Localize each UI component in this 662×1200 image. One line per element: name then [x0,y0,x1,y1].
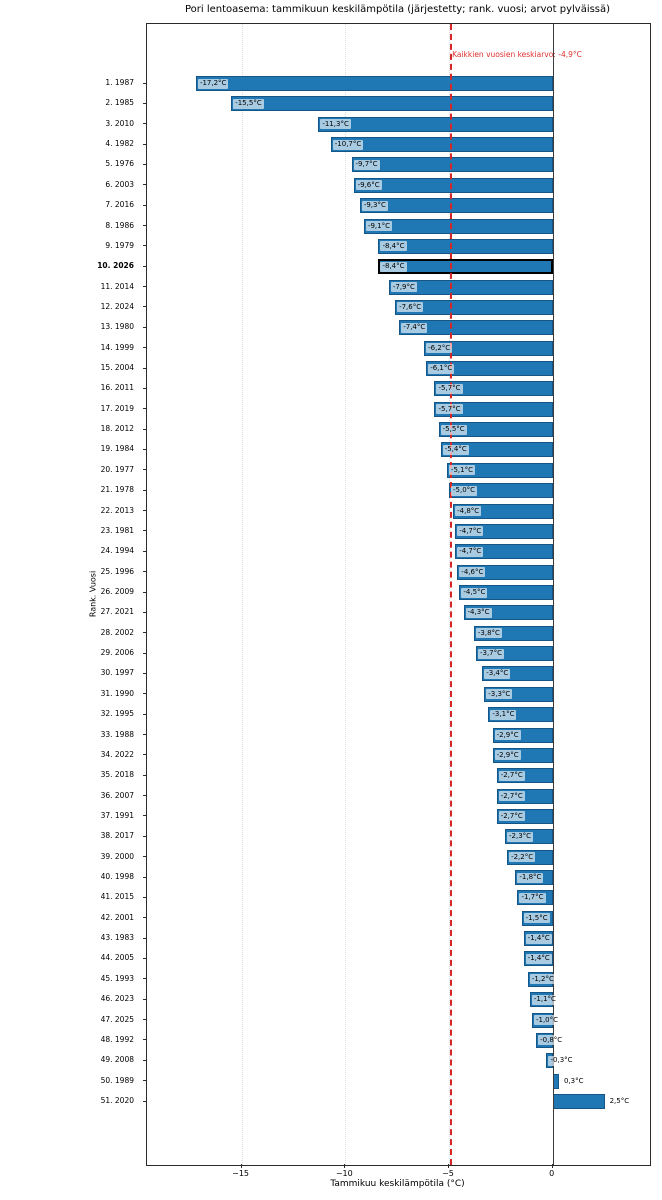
bar-value-label: -4,7°C [459,526,482,535]
bar-value-label: -4,5°C [463,588,486,596]
bar-value-label: -4,6°C [461,567,484,576]
bar-value-label: -1,0°C [535,1015,559,1024]
y-tick-mark [143,999,147,1000]
bar-value-label: -17,2°C [199,79,227,87]
bar-value-label: -3,4°C [486,669,509,678]
bar-value-label: -2,7°C [500,771,523,780]
y-tick-label: 30. 1997 [100,668,134,678]
bar-value-label: -10,7°C [334,140,362,149]
bar-value-label: -1,8°C [519,873,542,882]
bar-value-label: -3,7°C [479,649,503,658]
y-tick-mark [143,327,147,328]
y-tick-label: 3. 2010 [105,118,134,128]
bar-value-label: -8,4°C [382,262,405,271]
y-tick-mark [143,734,147,735]
y-tick-label: 5. 1976 [105,159,134,169]
y-tick-label: 37. 1991 [100,810,134,820]
bar-value-label: -4,8°C [457,506,480,515]
y-tick-label: 41. 2015 [100,892,134,902]
y-tick-mark [143,205,147,206]
y-tick-label: 28. 2002 [100,627,134,637]
y-tick-label: 39. 2000 [100,851,134,861]
y-tick-mark [143,938,147,939]
y-tick-mark [143,917,147,918]
bar [553,1094,605,1109]
y-tick-mark [143,897,147,898]
y-tick-mark [143,612,147,613]
bar-value-label: -15,5°C [235,99,262,108]
y-tick-label: 47. 2025 [100,1014,134,1024]
y-tick-label: 17. 2019 [100,403,134,413]
y-tick-mark [143,144,147,145]
y-tick-label: 2. 1985 [105,98,134,108]
bar-value-label: -2,7°C [500,791,523,800]
gridline [345,24,346,1165]
y-tick-mark [143,449,147,450]
bar-value-label: -5,0°C [453,486,476,495]
bar [364,219,553,234]
y-tick-mark [143,571,147,572]
y-axis-label: Rank. Vuosi [88,570,98,618]
y-tick-mark [143,184,147,185]
bar-value-label: -5,4°C [444,445,467,454]
y-tick-mark [143,958,147,959]
bar-value-label: -1,4°C [527,954,550,963]
y-tick-mark [143,245,147,246]
y-tick-mark [143,103,147,104]
y-tick-mark [143,530,147,531]
bar-value-label: -5,7°C [438,384,461,393]
y-tick-label: 40. 1998 [100,872,134,882]
y-tick-label: 20. 1977 [100,464,134,474]
bar [354,178,553,193]
y-tick-mark [143,490,147,491]
y-tick-label: 33. 1988 [100,729,134,739]
bar-value-label: -3,8°C [477,628,500,637]
y-tick-label: 24. 1994 [100,546,134,556]
chart-title: Pori lentoasema: tammikuun keskilämpötila (järjestetty; rank. vuosi; arvot pylväissä) [184,4,611,15]
y-tick-mark [143,978,147,979]
y-tick-label: 38. 2017 [100,831,134,841]
y-tick-label: 15. 2004 [100,363,134,373]
y-tick-label: 7. 2016 [105,200,134,210]
y-tick-label: 11. 2014 [100,281,134,291]
y-tick-mark [143,673,147,674]
y-tick-label: 8. 1986 [105,220,134,230]
y-tick-mark [143,1080,147,1081]
y-tick-label: 45. 1993 [100,973,134,983]
bar-value-label: -5,7°C [438,404,461,413]
bar-value-label: -9,7°C [355,160,378,169]
bar-value-label: -11,3°C [322,119,349,128]
bar-value-label: -2,7°C [500,811,523,820]
bar-value-label: -5,1°C [450,465,473,474]
y-tick-label: 43. 1983 [100,933,134,943]
bar-value-label: -0,3°C [550,1056,573,1065]
bar-value-label: -8,4°C [382,241,405,250]
x-tick-label: −15 [232,1169,250,1178]
bar-value-label: -0,8°C [540,1035,563,1044]
y-tick-mark [143,693,147,694]
y-tick-label: 12. 2024 [100,301,134,311]
bar-value-label: -3,1°C [492,710,515,719]
mean-line [450,24,452,1165]
y-tick-mark [143,286,147,287]
y-tick-mark [143,266,147,267]
bar [360,198,553,213]
y-tick-label: 48. 1992 [100,1034,134,1044]
y-tick-label: 1. 1987 [105,78,134,87]
y-tick-mark [143,347,147,348]
bar-value-label: -3,3°C [488,689,511,698]
bar-value-label: -6,2°C [428,343,451,352]
y-tick-label: 16. 2011 [100,383,134,393]
y-tick-mark [143,856,147,857]
y-tick-label: 18. 2012 [100,424,134,434]
y-tick-mark [143,592,147,593]
bar [318,117,552,132]
bar-value-label: -9,1°C [367,221,390,230]
y-tick-label: 21. 1978 [100,485,134,495]
y-tick-mark [143,815,147,816]
y-tick-label: 22. 2013 [100,505,134,515]
y-tick-mark [143,164,147,165]
bar-value-label: -2,3°C [509,832,532,841]
y-tick-mark [143,1101,147,1102]
y-tick-label: 13. 1980 [100,322,134,332]
gridline [242,24,243,1165]
y-tick-label: 34. 2022 [100,749,134,759]
bar-value-label: -2,2°C [511,852,534,861]
y-tick-mark [143,551,147,552]
y-tick-label: 14. 1999 [100,342,134,352]
bar [352,157,553,172]
y-tick-mark [143,306,147,307]
y-tick-mark [143,795,147,796]
bar-value-label: -2,9°C [496,730,519,739]
y-tick-mark [143,368,147,369]
y-tick-label: 51. 2020 [100,1096,134,1105]
y-tick-mark [143,469,147,470]
bar-value-label: 0,3°C [563,1076,584,1085]
y-tick-label: 25. 1996 [100,566,134,576]
x-axis-label: Tammikuu keskilämpötila (°C) [330,1179,465,1189]
y-tick-mark [143,877,147,878]
y-tick-label: 9. 1979 [105,240,134,250]
plot-area [146,23,651,1166]
y-tick-mark [143,429,147,430]
y-tick-label: 31. 1990 [100,688,134,698]
x-tick-label: −10 [335,1169,353,1178]
y-tick-label: 29. 2006 [100,648,134,658]
y-tick-mark [143,632,147,633]
bar-value-label: -7,6°C [399,302,422,311]
y-tick-label: 49. 2008 [100,1055,134,1065]
bar-value-label: -1,1°C [533,995,556,1004]
y-tick-label: 26. 2009 [100,587,134,596]
y-tick-mark [143,754,147,755]
y-tick-label: 23. 1981 [100,525,134,535]
bar-value-label: 2,5°C [609,1097,630,1105]
y-tick-label: 44. 2005 [100,953,134,963]
y-tick-mark [143,1060,147,1061]
y-tick-label: 35. 2018 [100,770,134,780]
y-tick-label: 36. 2007 [100,790,134,800]
bar-value-label: -7,9°C [392,282,415,291]
y-tick-label: 10. 2026 [97,261,134,271]
y-tick-mark [143,653,147,654]
bar-value-label: -1,2°C [531,974,554,983]
y-tick-label: 42. 2001 [100,912,134,922]
bar-value-label: -5,5°C [442,425,465,434]
y-tick-label: 32. 1995 [100,709,134,719]
bar-value-label: -1,7°C [521,893,544,902]
bar [331,137,553,152]
y-tick-mark [143,83,147,84]
y-tick-label: 50. 1989 [100,1075,134,1085]
bar [196,76,553,91]
y-tick-label: 27. 2021 [100,607,134,617]
bar-value-label: -7,4°C [403,323,426,332]
y-tick-label: 4. 1982 [105,139,134,149]
bar-value-label: -9,6°C [357,180,380,189]
bar-value-label: -9,3°C [363,201,386,210]
bar-value-label: -4,3°C [467,608,490,617]
y-tick-label: 46. 2023 [100,994,134,1004]
y-tick-mark [143,836,147,837]
y-tick-mark [143,1019,147,1020]
x-tick-label: −5 [442,1169,454,1178]
bar-value-label: -6,1°C [430,364,453,373]
x-tick-label: 0 [549,1169,555,1178]
y-tick-mark [143,123,147,124]
y-tick-mark [143,408,147,409]
y-tick-label: 6. 2003 [105,179,134,189]
y-tick-mark [143,510,147,511]
y-tick-mark [143,1039,147,1040]
y-tick-mark [143,775,147,776]
y-tick-mark [143,225,147,226]
y-tick-mark [143,388,147,389]
y-tick-label: 19. 1984 [100,444,134,454]
bar-value-label: -2,9°C [496,750,519,759]
bar-value-label: -1,4°C [527,934,550,943]
bar [231,96,553,111]
bar-value-label: -1,5°C [525,913,548,922]
mean-annotation: Kaikkien vuosien keskiarvo: -4,9°C [452,50,582,59]
bar-value-label: -4,7°C [459,547,482,556]
y-tick-mark [143,714,147,715]
